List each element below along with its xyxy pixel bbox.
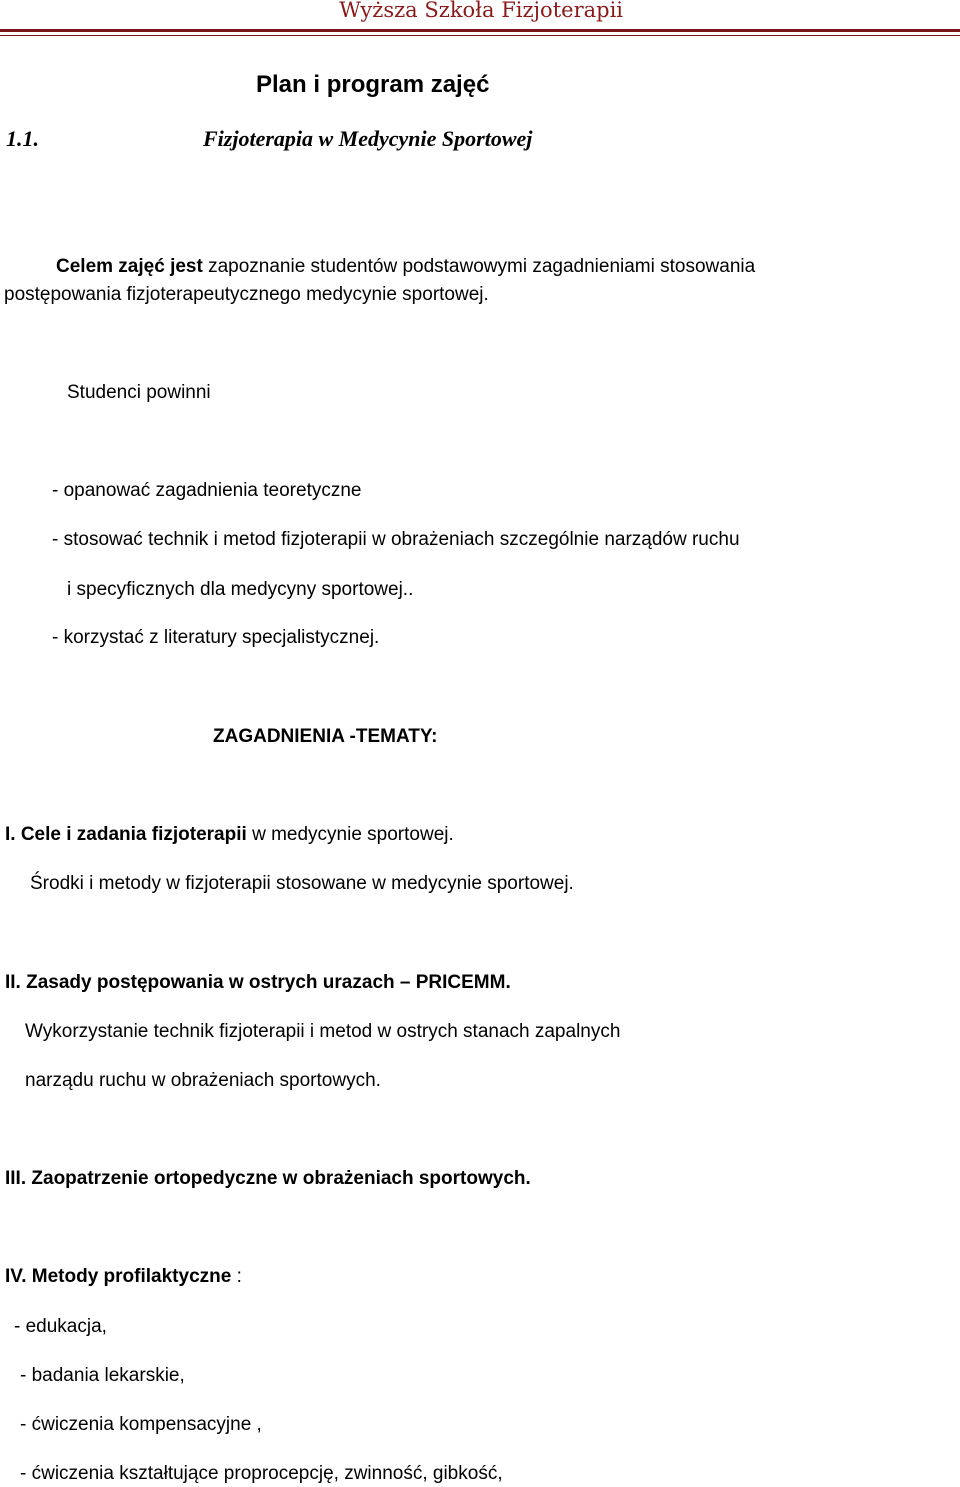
section-4-title: IV. Metody profilaktyczne: [5, 1266, 232, 1287]
subtitle-text: Fizjoterapia w Medycynie Sportowej: [203, 126, 533, 151]
section-1: [5, 824, 454, 846]
students-item-2: - stosować technik i metod fizjoterapii w obrażeniach szczególnie narządów ruchu: [52, 529, 740, 550]
students-heading: Studenci powinni: [67, 382, 211, 403]
topics-heading: ZAGADNIENIA -TEMATY:: [213, 726, 438, 747]
subtitle-number: 1.1.: [6, 126, 39, 151]
header-rule: [0, 29, 960, 32]
page-title: Plan i program zajęć: [256, 71, 490, 98]
section-2-line-3: narządu ruchu w obrażeniach sportowych.: [25, 1070, 381, 1091]
students-item-2-cont: i specyficznych dla medycyny sportowej..: [67, 579, 414, 600]
section-4-item-4: - ćwiczenia kształtujące proprocepcję, zwinność, gibkość,: [20, 1463, 503, 1484]
aim-line-2: postępowania fizjoterapeutycznego medycynie sportowej.: [4, 284, 489, 305]
section-4: [5, 1266, 242, 1288]
aim-lead: Celem zajęć jest: [56, 256, 203, 277]
students-item-3: - korzystać z literatury specjalistycznej.: [52, 627, 380, 648]
section-2-title: II. Zasady postępowania w ostrych urazach – PRICEMM.: [5, 972, 511, 993]
section-4-item-1: - edukacja,: [14, 1316, 107, 1337]
school-header: Wyższa Szkoła Fizjoterapii: [339, 0, 623, 22]
section-1-rest: w medycynie sportowej.: [246, 824, 454, 845]
section-4-item-2: - badania lekarskie,: [20, 1365, 185, 1386]
section-3-title: III. Zaopatrzenie ortopedyczne w obrażeniach sportowych.: [5, 1168, 531, 1189]
section-4-rest: :: [231, 1266, 242, 1287]
aim-rest: zapoznanie studentów podstawowymi zagadnieniami stosowania: [202, 256, 756, 277]
aim-line-1: [56, 256, 755, 278]
section-2-line-2: Wykorzystanie technik fizjoterapii i metod w ostrych stanach zapalnych: [25, 1021, 621, 1042]
section-1-line-2: Środki i metody w fizjoterapii stosowane w medycynie sportowej.: [30, 873, 574, 894]
header-rule-thin: [0, 35, 960, 36]
section-1-title: I. Cele i zadania fizjoterapii: [5, 824, 247, 845]
students-item-1: - opanować zagadnienia teoretyczne: [52, 480, 362, 501]
section-4-item-3: - ćwiczenia kompensacyjne ,: [20, 1414, 262, 1435]
